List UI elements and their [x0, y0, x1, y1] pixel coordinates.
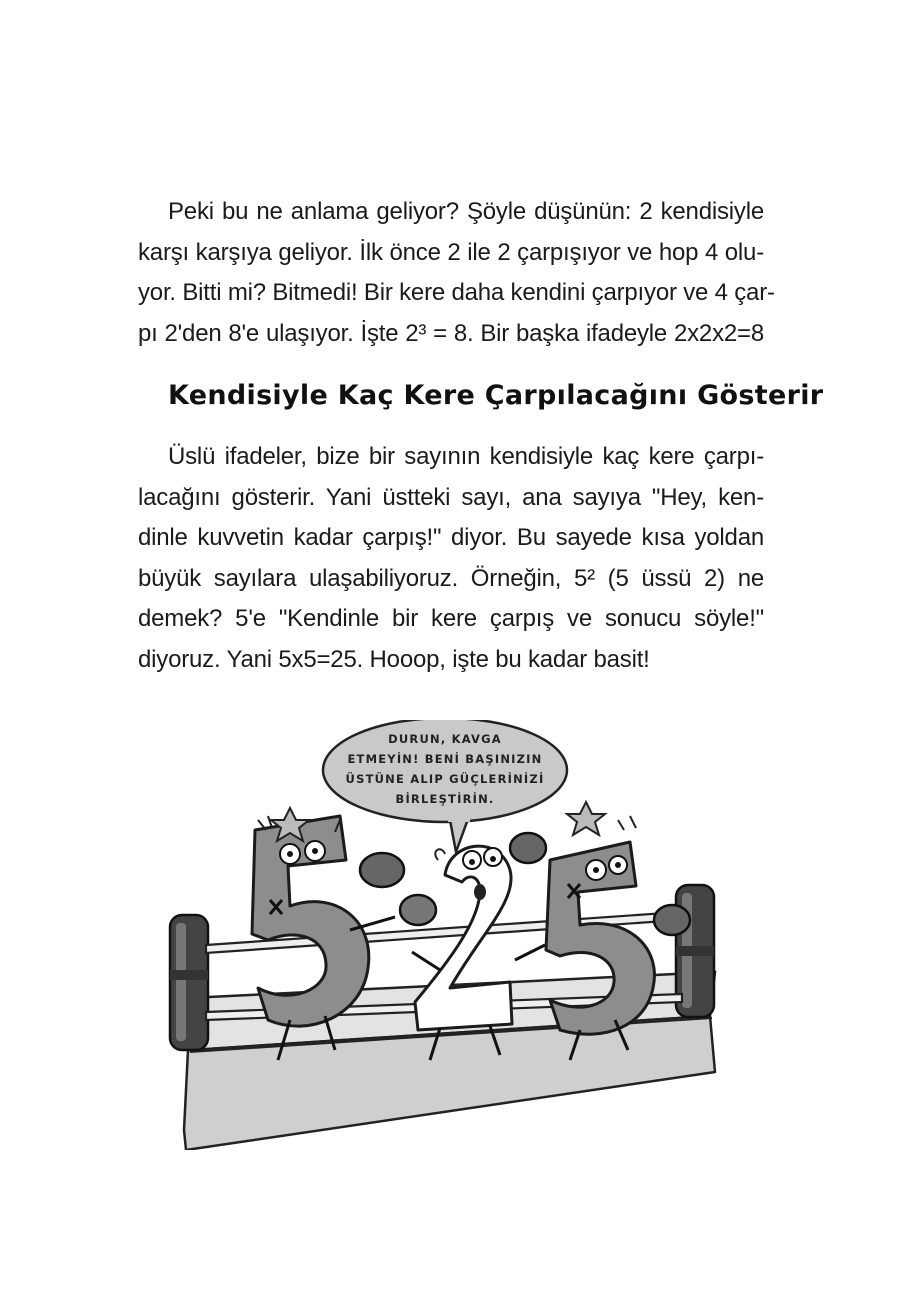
- paragraph-2-line: demek? 5'e "Kendinle bir kere çarpış ve sonucu söyle!": [138, 605, 764, 632]
- paragraph-2-line: dinle kuvvetin kadar çarpış!" diyor. Bu sayede kısa yoldan: [138, 524, 764, 551]
- speech-bubble-line: ETMEYİN! BENİ BAŞINIZIN: [347, 752, 543, 766]
- paragraph-2-line: büyük sayılara ulaşabiliyoruz. Örneğin, 5² (5 üssü 2) ne: [138, 564, 764, 592]
- ring-post-left: [170, 915, 208, 1050]
- speech-bubble-line: ÜSTÜNE ALIP GÜÇLERİNİZİ: [345, 772, 545, 786]
- speech-bubble-line: BİRLEŞTİRİN.: [395, 792, 495, 806]
- boxing-ring-illustration: [150, 720, 750, 1150]
- paragraph-2-line: lacağını gösterir. Yani üstteki sayı, ana sayıya "Hey, ken-: [138, 483, 764, 511]
- paragraph-1: [138, 192, 775, 354]
- paragraph-1-line: Peki bu ne anlama geliyor? Şöyle düşünün: 2 kendisiyle: [168, 198, 764, 225]
- paragraph-1-line: yor. Bitti mi? Bitmedi! Bir kere daha kendini çarpıyor ve 4 çar-: [138, 279, 775, 306]
- paragraph-1-line: pı 2'den 8'e ulaşıyor. İşte 2³ = 8. Bir başka ifadeyle 2x2x2=8: [138, 319, 764, 347]
- section-heading: Kendisiyle Kaç Kere Çarpılacağını Gösterir: [168, 380, 824, 411]
- speech-bubble-line: DURUN, KAVGA: [388, 732, 502, 746]
- paragraph-2: [138, 437, 764, 680]
- paragraph-2-line: diyoruz. Yani 5x5=25. Hooop, işte bu kadar basit!: [138, 645, 650, 673]
- paragraph-1-line: karşı karşıya geliyor. İlk önce 2 ile 2 çarpışıyor ve hop 4 olu-: [138, 238, 764, 266]
- paragraph-2-line: Üslü ifadeler, bize bir sayının kendisiyle kaç kere çarpı-: [168, 443, 764, 470]
